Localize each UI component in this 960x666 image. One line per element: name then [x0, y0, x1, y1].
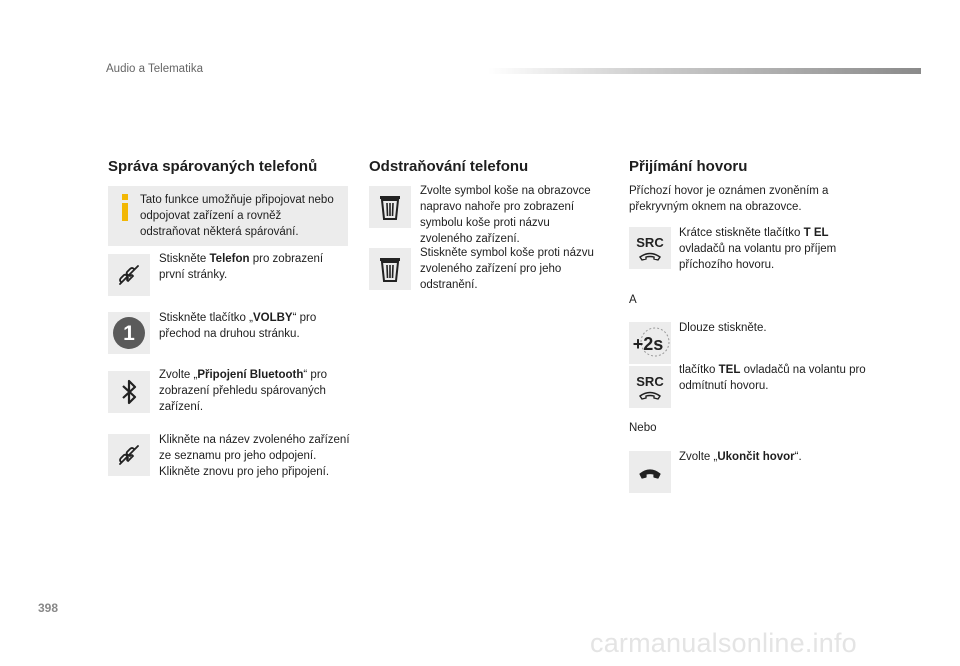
step-number-icon [108, 312, 150, 354]
phone-button-icon [108, 254, 150, 296]
number-badge-icon [108, 312, 150, 354]
delete-step-1: Zvolte symbol koše na obrazovce napravo nahoře pro zobrazení symbolu koše proti názvu zvoleného zařízení. [420, 185, 591, 245]
phone-icon [108, 254, 150, 296]
answer-intro: Příchozí hovor je oznámen zvoněním a překryvným oknem na obrazovce. [629, 185, 829, 213]
trash-button-icon [369, 186, 411, 228]
section-title-answer: Přijímání hovoru [629, 158, 748, 175]
separator-and: A [629, 294, 637, 306]
hang-up-icon [629, 451, 671, 493]
bluetooth-icon [108, 371, 150, 413]
answer-step-3: tlačítko TEL ovladačů na volantu pro odmítnutí hovoru. [679, 364, 866, 392]
answer-step-1: Krátce stiskněte tlačítko T EL ovladačů na volantu pro příjem příchozího hovoru. [679, 227, 837, 271]
trash-icon [369, 186, 411, 228]
watermark: carmanualsonline.info [590, 628, 857, 658]
src-phone-icon [629, 227, 671, 269]
svg-text:SRC: SRC [636, 235, 664, 250]
delete-step-2: Stiskněte symbol koše proti názvu zvoleného zařízení pro jeho odstranění. [420, 247, 594, 291]
answer-step-2: Dlouze stiskněte. [679, 322, 767, 334]
separator-or: Nebo [629, 422, 657, 434]
step-volby: Stiskněte tlačítko „VOLBY“ pro přechod na druhou stránku. [159, 312, 317, 340]
step-bluetooth: Zvolte „Připojení Bluetooth“ pro zobrazení přehledu spárovaných zařízení. [159, 369, 328, 413]
info-text: Tato funkce umožňuje připojovat nebo odpojovat zařízení a rovněž odstraňovat některá spárování. [140, 194, 334, 238]
svg-text:1: 1 [123, 322, 135, 345]
trash-button-icon-2 [369, 248, 411, 290]
src-button-icon-2 [629, 366, 671, 408]
svg-text:+2s: +2s [632, 334, 664, 354]
src-button-icon [629, 227, 671, 269]
answer-step-4: Zvolte „Ukončit hovor“. [679, 451, 802, 463]
info-icon [116, 194, 136, 224]
long-press-icon-box [629, 322, 671, 364]
svg-text:SRC: SRC [636, 374, 664, 389]
trash-icon [369, 248, 411, 290]
section-title-delete: Odstraňování telefonu [369, 158, 529, 175]
section-title-pairing: Správa spárovaných telefonů [108, 158, 318, 175]
phone-button-icon-2 [108, 434, 150, 476]
timer-icon [629, 322, 671, 364]
bluetooth-button-icon [108, 371, 150, 413]
src-phone-icon [629, 366, 671, 408]
step-telefon: Stiskněte Telefon pro zobrazení první stránky. [159, 253, 324, 281]
running-header: Audio a Telematika [106, 63, 203, 75]
hangup-button-icon [629, 451, 671, 493]
phone-icon [108, 434, 150, 476]
header-gradient-bar [488, 68, 921, 74]
page-number: 398 [38, 601, 59, 615]
step-select-device: Klikněte na název zvoleného zařízení ze seznamu pro jeho odpojení. Klikněte znovu pro jeho připojení. [159, 434, 350, 478]
